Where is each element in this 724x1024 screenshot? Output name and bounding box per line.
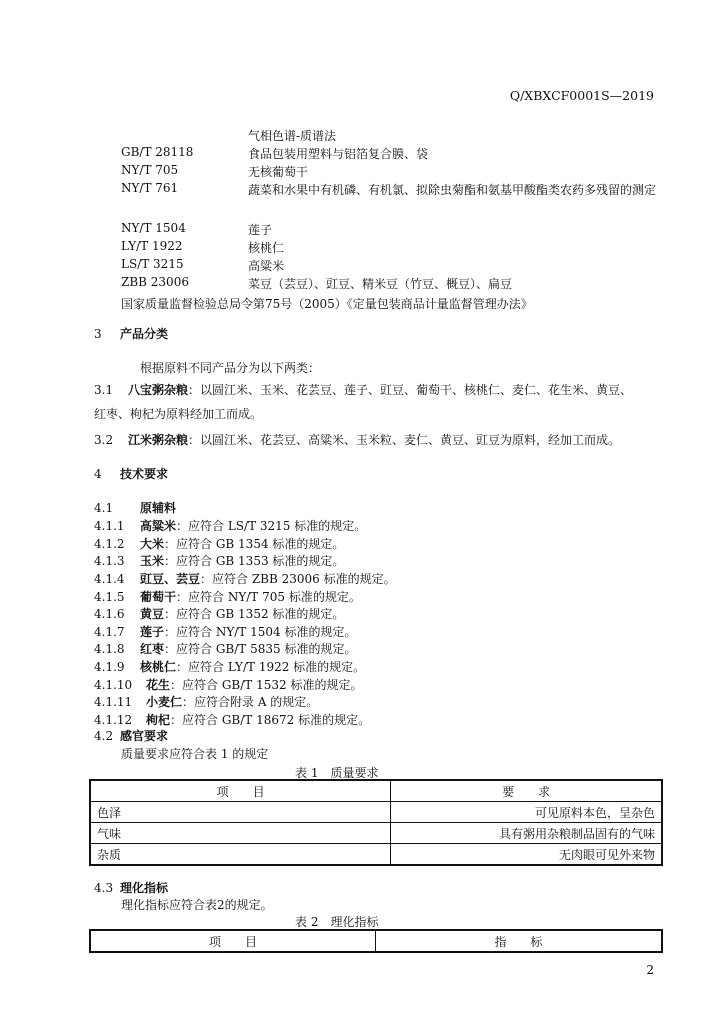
clause-number: 4.1.8	[94, 642, 125, 656]
clause-item	[94, 711, 370, 728]
clause-item	[94, 640, 356, 657]
paragraph-3-1-cont: 红枣、枸杞为原料经加工而成。	[94, 407, 263, 421]
clause-item	[94, 588, 361, 605]
reference-title: 蔬菜和水果中有机磷、有机氯、拟除虫菊酯和氨基甲酸酯类农药多残留的测定	[248, 183, 657, 197]
subsection-number: 4.2	[94, 729, 114, 743]
clause-number: 4.1.3	[94, 554, 125, 568]
reference-title: 菜豆（芸豆）、豇豆、精米豆（竹豆、概豆）、扁豆	[248, 277, 513, 291]
material-name: 莲子	[140, 625, 165, 639]
material-requirement: ：应符合 GB 1353 标准的规定。	[164, 554, 345, 568]
table-header-row	[90, 780, 662, 802]
clause-item	[94, 552, 344, 569]
table-header-cell: 要 求	[391, 780, 662, 802]
reference-code: LY/T 1922	[121, 239, 183, 253]
clause-item	[94, 623, 356, 640]
page-number: 2	[646, 963, 654, 977]
reference-code: LS/T 3215	[121, 257, 184, 271]
clause-number: 4.1.6	[94, 607, 125, 621]
clause-number: 4.1.12	[94, 713, 133, 727]
reference-code: NY/T 705	[121, 163, 179, 177]
subsection-number: 4.1	[94, 501, 114, 515]
table-header-row	[90, 930, 662, 952]
table-cell: 杂质	[90, 844, 391, 866]
clause-item	[94, 535, 344, 552]
table-row	[90, 844, 662, 866]
reference-title: 高粱米	[248, 259, 285, 273]
reference-title: 核桃仁	[248, 241, 285, 255]
clause-number: 4.1.10	[94, 678, 133, 692]
reference-title: 无核葡萄干	[248, 165, 309, 179]
section-title: 产品分类	[120, 327, 169, 341]
clause-number: 4.1.1	[94, 519, 125, 533]
clause-number: 4.1.9	[94, 660, 125, 674]
physchem-table	[89, 929, 663, 953]
table-cell: 无肉眼可见外来物	[391, 844, 662, 866]
clause-number: 4.1.7	[94, 625, 125, 639]
table-row	[90, 823, 662, 844]
material-requirement: ：应符合 LS/T 3215 标准的规定。	[176, 519, 367, 533]
physchem-intro: 理化指标应符合表2的规定。	[121, 898, 273, 912]
material-requirement: ：应符合 GB/T 18672 标准的规定。	[170, 713, 371, 727]
clause-number: 4.1.5	[94, 590, 125, 604]
material-requirement: ：应符合 LY/T 1922 标准的规定。	[176, 660, 366, 674]
table-cell: 色泽	[90, 802, 391, 823]
material-requirement: ：应符合 GB/T 5835 标准的规定。	[164, 642, 357, 656]
paragraph-3-2	[94, 431, 620, 449]
reference-regulation: 国家质量监督检验总局令第75号（2005）《定量包装商品计量监督管理办法》	[121, 297, 533, 311]
product-name: 八宝粥杂粮	[128, 383, 189, 397]
material-name: 小麦仁	[146, 695, 183, 709]
product-name: 江米粥杂粮	[128, 433, 189, 447]
product-description: ：以圆江米、花芸豆、高粱米、玉米粒、麦仁、黄豆、豇豆为原料，经加工而成。	[188, 433, 621, 447]
table-caption: 表 2 理化指标	[295, 915, 379, 929]
section-number: 4	[94, 467, 102, 481]
clause-number: 3.2	[94, 433, 114, 447]
subsection-title: 原辅料	[140, 501, 177, 515]
classification-intro: 根据原料不同产品分为以下两类：	[140, 361, 321, 375]
reference-continuation: 气相色谱-质谱法	[248, 129, 337, 143]
material-requirement: ：应符合附录 A 的规定。	[182, 695, 319, 709]
clause-item	[94, 570, 396, 587]
material-requirement: ：应符合 GB 1354 标准的规定。	[164, 537, 345, 551]
material-name: 花生	[146, 678, 171, 692]
table-header-cell: 指 标	[376, 930, 663, 952]
clause-number: 4.1.11	[94, 695, 133, 709]
subsection-number: 4.3	[94, 881, 114, 895]
section-title: 技术要求	[120, 467, 169, 481]
subsection-title: 感官要求	[120, 729, 169, 743]
material-name: 黄豆	[140, 607, 165, 621]
section-heading	[94, 325, 168, 342]
product-description: ：以圆江米、玉米、花芸豆、莲子、豇豆、葡萄干、核桃仁、麦仁、花生米、黄豆、	[188, 383, 633, 397]
material-name: 红枣	[140, 642, 165, 656]
material-name: 玉米	[140, 554, 165, 568]
material-name: 豇豆、芸豆	[140, 572, 201, 586]
reference-code: ZBB 23006	[121, 275, 189, 289]
material-name: 核桃仁	[140, 660, 177, 674]
material-name: 葡萄干	[140, 590, 177, 604]
table-cell: 具有粥用杂粮制品固有的气味	[391, 823, 662, 844]
material-name: 高粱米	[140, 519, 177, 533]
sensory-intro: 质量要求应符合表 1 的规定	[121, 747, 269, 761]
standard-code: Q/XBXCF0001S—2019	[509, 88, 654, 103]
reference-code: GB/T 28118	[121, 145, 194, 159]
material-requirement: ：应符合 ZBB 23006 标准的规定。	[200, 572, 396, 586]
subsection-heading	[94, 727, 168, 744]
paragraph-3-1	[94, 381, 632, 399]
table-cell: 气味	[90, 823, 391, 844]
material-requirement: ：应符合 NY/T 705 标准的规定。	[176, 590, 361, 604]
clause-number: 3.1	[94, 383, 114, 397]
quality-table	[89, 779, 663, 866]
reference-code: NY/T 1504	[121, 221, 186, 235]
clause-number: 4.1.2	[94, 537, 125, 551]
table-row	[90, 802, 662, 823]
subsection-heading	[94, 879, 168, 896]
reference-title: 食品包装用塑料与铝箔复合膜、袋	[248, 147, 429, 161]
table-header-cell: 项 目	[90, 930, 376, 952]
clause-item	[94, 658, 365, 675]
material-name: 枸杞	[146, 713, 171, 727]
table-cell: 可见原料本色，呈杂色	[391, 802, 662, 823]
reference-code: NY/T 761	[121, 181, 179, 195]
clause-item	[94, 517, 366, 534]
table-header-cell: 项 目	[90, 780, 391, 802]
section-number: 3	[94, 327, 102, 341]
subsection-title: 理化指标	[120, 881, 169, 895]
material-requirement: ：应符合 GB 1352 标准的规定。	[164, 607, 345, 621]
clause-item	[94, 676, 362, 693]
material-name: 大米	[140, 537, 165, 551]
clause-item	[94, 693, 318, 710]
material-requirement: ：应符合 NY/T 1504 标准的规定。	[164, 625, 357, 639]
table-caption: 表 1 质量要求	[295, 766, 379, 780]
reference-title: 莲子	[248, 223, 273, 237]
section-heading	[94, 465, 168, 482]
clause-number: 4.1.4	[94, 572, 125, 586]
clause-item	[94, 605, 344, 622]
subsection-heading	[94, 499, 176, 516]
material-requirement: ：应符合 GB/T 1532 标准的规定。	[170, 678, 363, 692]
